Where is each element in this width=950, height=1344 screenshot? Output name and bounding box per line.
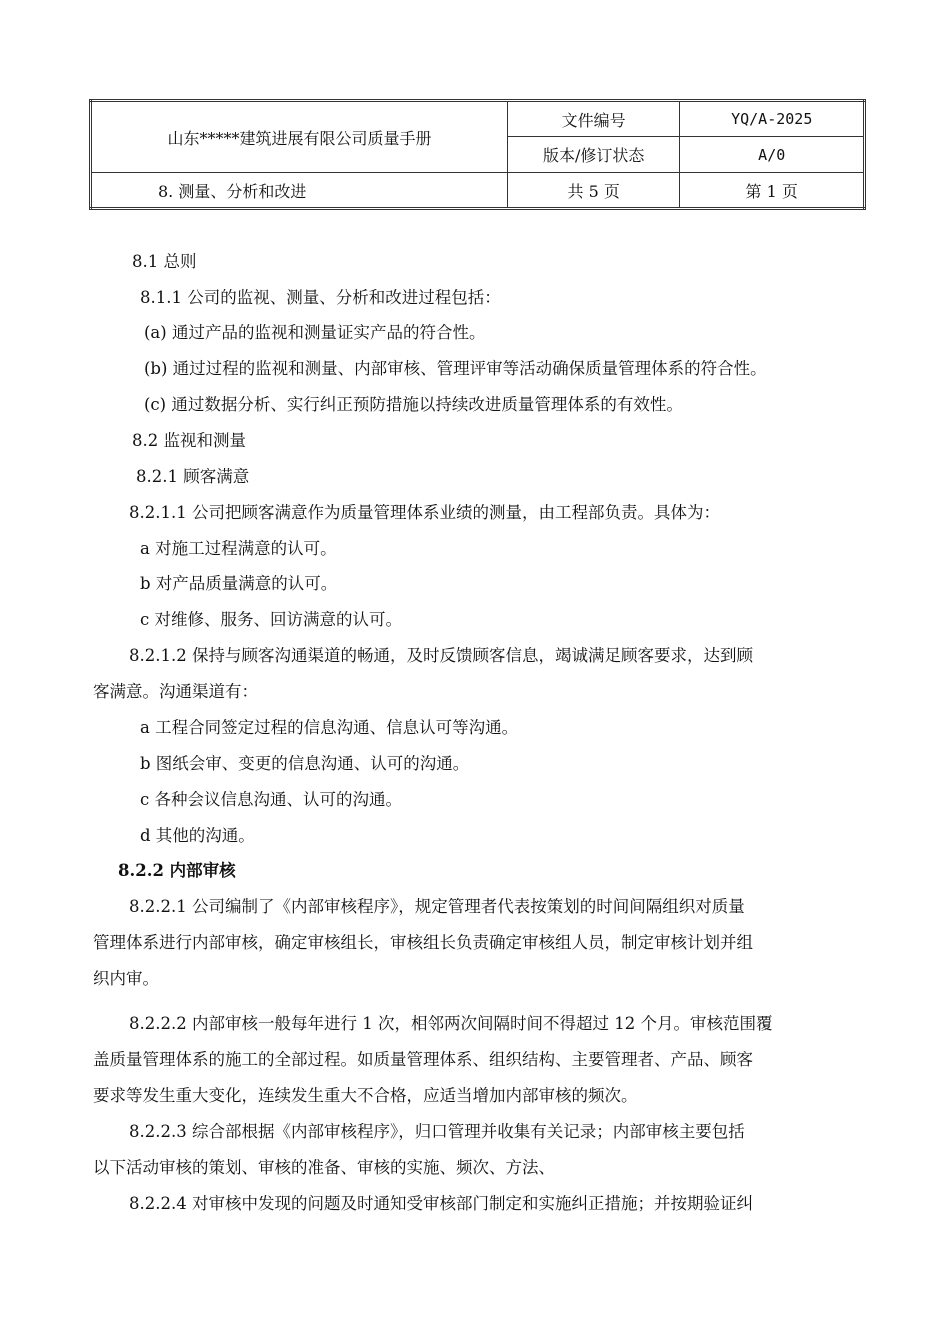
paragraph-continuation: 客满意。沟通渠道有： xyxy=(93,682,258,701)
list-item: d 其他的沟通。 xyxy=(140,826,255,845)
version-value: A/0 xyxy=(680,137,865,173)
heading-8-1: 8.1 总则 xyxy=(132,252,197,271)
section-title: 8. 测量、分析和改进 xyxy=(91,173,508,209)
heading-8-2: 8.2 监视和测量 xyxy=(132,431,246,450)
paragraph-continuation: 盖质量管理体系的施工的全部过程。如质量管理体系、组织结构、主要管理者、产品、顾客 xyxy=(93,1050,753,1069)
list-item: c 对维修、服务、回访满意的认可。 xyxy=(140,610,402,629)
list-item: a 对施工过程满意的认可。 xyxy=(140,539,337,558)
paragraph-8-2-1-1: 8.2.1.1 公司把顾客满意作为质量管理体系业绩的测量，由工程部负责。具体为： xyxy=(129,503,720,522)
paragraph-8-2-2-1: 8.2.2.1 公司编制了《内部审核程序》，规定管理者代表按策划的时间间隔组织对质量 xyxy=(129,897,745,916)
paragraph-8-1-1: 8.1.1 公司的监视、测量、分析和改进过程包括： xyxy=(140,288,501,307)
heading-8-2-2: 8.2.2 内部审核 xyxy=(118,861,236,880)
list-item: b 对产品质量满意的认可。 xyxy=(140,574,338,593)
paragraph-continuation: 要求等发生重大变化，连续发生重大不合格，应适当增加内部审核的频次。 xyxy=(93,1086,638,1105)
company-manual-title: 山东*****建筑进展有限公司质量手册 xyxy=(91,101,508,173)
doc-number-label: 文件编号 xyxy=(507,101,680,137)
document-header-table xyxy=(89,99,866,210)
list-item: a 工程合同签定过程的信息沟通、信息认可等沟通。 xyxy=(140,718,519,737)
version-label: 版本/修订状态 xyxy=(507,137,680,173)
paragraph-continuation: 织内审。 xyxy=(93,969,159,988)
list-item-b: (b) 通过过程的监视和测量、内部审核、管理评审等活动确保质量管理体系的符合性。 xyxy=(144,359,767,378)
paragraph-8-2-2-2: 8.2.2.2 内部审核一般每年进行 1 次，相邻两次间隔时间不得超过 12 个月。审核范围覆 xyxy=(129,1014,773,1033)
list-item-a: (a) 通过产品的监视和测量证实产品的符合性。 xyxy=(144,323,486,342)
heading-8-2-1: 8.2.1 顾客满意 xyxy=(136,467,250,486)
page-number: 第 1 页 xyxy=(680,173,865,209)
list-item: b 图纸会审、变更的信息沟通、认可的沟通。 xyxy=(140,754,470,773)
doc-number-value: YQ/A-2025 xyxy=(680,101,865,137)
paragraph-continuation: 以下活动审核的策划、审核的准备、审核的实施、频次、方法、 xyxy=(93,1158,555,1177)
paragraph-8-2-2-4: 8.2.2.4 对审核中发现的问题及时通知受审核部门制定和实施纠正措施；并按期验证纠 xyxy=(129,1194,753,1213)
list-item-c: (c) 通过数据分析、实行纠正预防措施以持续改进质量管理体系的有效性。 xyxy=(144,395,683,414)
paragraph-continuation: 管理体系进行内部审核，确定审核组长，审核组长负责确定审核组人员，制定审核计划并组 xyxy=(93,933,753,952)
paragraph-8-2-2-3: 8.2.2.3 综合部根据《内部审核程序》，归口管理并收集有关记录；内部审核主要包括 xyxy=(129,1122,745,1141)
list-item: c 各种会议信息沟通、认可的沟通。 xyxy=(140,790,402,809)
total-pages: 共 5 页 xyxy=(507,173,680,209)
paragraph-8-2-1-2: 8.2.1.2 保持与顾客沟通渠道的畅通，及时反馈顾客信息，竭诚满足顾客要求，达到顾 xyxy=(129,646,753,665)
